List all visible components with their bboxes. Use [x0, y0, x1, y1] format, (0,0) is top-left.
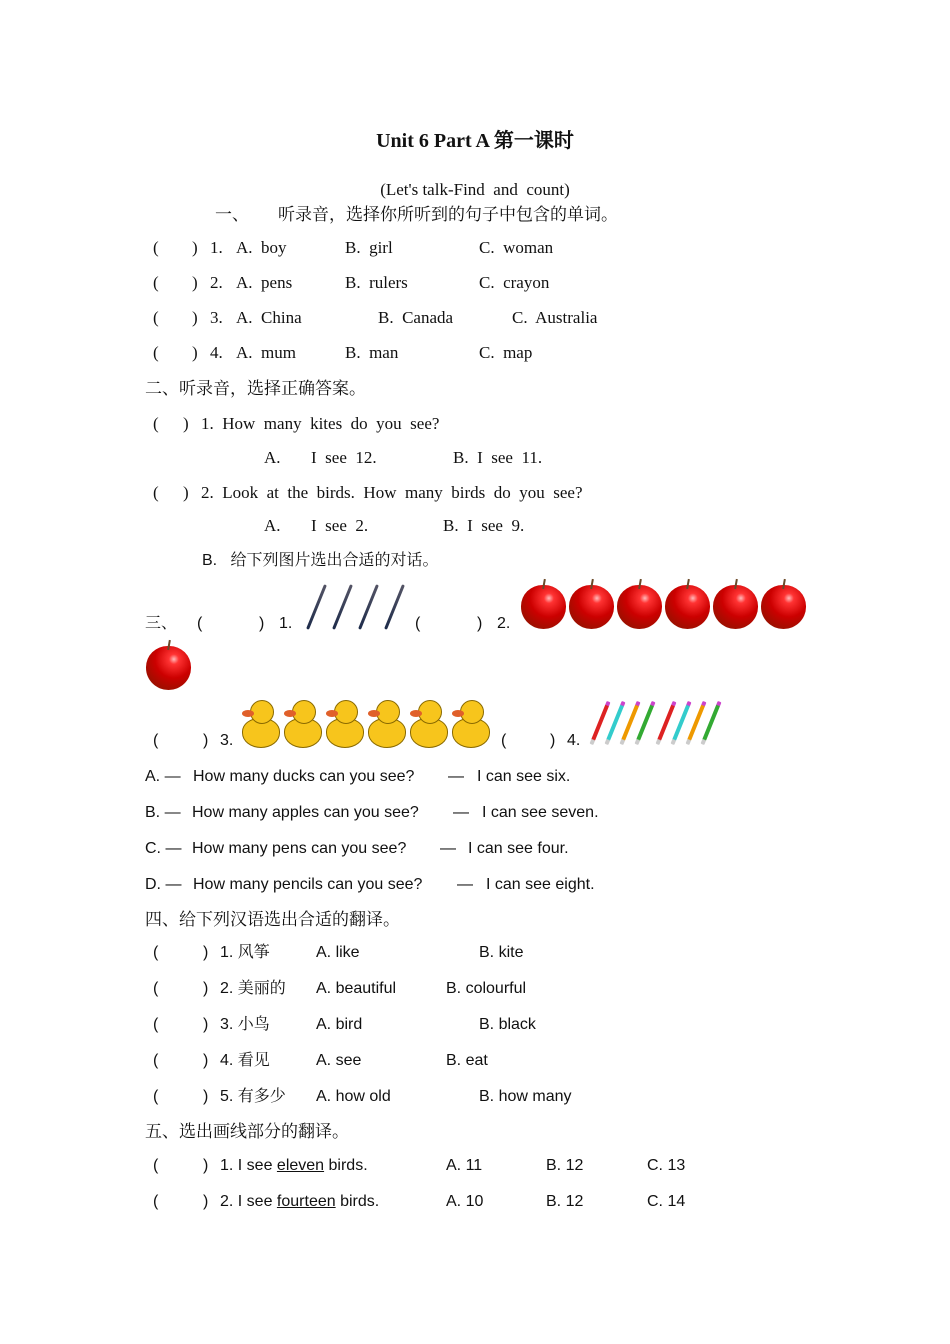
dialog-question: How many pencils can you see?: [193, 876, 423, 893]
answer-blank-open[interactable]: (: [153, 980, 159, 997]
dialog-answer: I can see four.: [468, 840, 569, 857]
answer-blank-close: ): [203, 732, 209, 749]
option-b: B. I see 9.: [443, 516, 525, 535]
answer-blank-close: ): [203, 980, 209, 997]
section4-heading: 四、给下列汉语选出合适的翻译。: [145, 910, 400, 929]
option-c: C. 13: [647, 1157, 686, 1174]
answer-blank-open[interactable]: (: [415, 615, 421, 632]
answer-blank-open[interactable]: (: [153, 1157, 159, 1174]
question-word: 5. 有多少: [220, 1088, 286, 1105]
answer-blank-open[interactable]: (: [153, 944, 159, 961]
option-c: C. woman: [479, 238, 554, 257]
dialog-dash: —: [448, 768, 464, 785]
option-a-label: A.: [264, 448, 281, 467]
answer-blank-close: ): [192, 343, 198, 362]
pen-image: [358, 584, 379, 630]
option-a: A. how old: [316, 1088, 391, 1105]
option-a: I see 12.: [311, 448, 377, 467]
option-b: B. 12: [546, 1193, 584, 1210]
pen-image: [332, 584, 353, 630]
sentence: [220, 1191, 379, 1213]
dialog-question: How many pens can you see?: [192, 840, 407, 857]
question-text: 2. Look at the birds. How many birds do you see?: [201, 483, 583, 502]
answer-blank-open[interactable]: (: [153, 1052, 159, 1069]
answer-blank-close: ): [203, 1193, 209, 1210]
dialog-label: D. —: [145, 876, 182, 893]
apple-image: [521, 585, 566, 629]
option-b: B. how many: [479, 1088, 572, 1105]
option-a: A. beautiful: [316, 980, 397, 997]
question-word: 1. 风筝: [220, 944, 270, 961]
option-b: B. eat: [446, 1052, 488, 1069]
option-a: A. see: [316, 1052, 362, 1069]
section5-heading: 五、选出画线部分的翻译。: [145, 1122, 349, 1141]
underlined-word: eleven: [276, 1157, 325, 1174]
option-b: B. I see 11.: [453, 448, 543, 467]
picture-item-number: 4.: [567, 732, 581, 749]
answer-blank-close: ): [192, 308, 198, 327]
duck-image: [240, 700, 280, 748]
dialog-question: How many ducks can you see?: [193, 768, 415, 785]
pen-image: [384, 584, 405, 630]
answer-blank-close: ): [192, 273, 198, 292]
question-word: 3. 小鸟: [220, 1016, 270, 1033]
page-title: Unit 6 Part A 第一课时: [376, 130, 574, 152]
answer-blank-open[interactable]: (: [153, 1088, 159, 1105]
apple-image: [569, 585, 614, 629]
option-b: B. kite: [479, 944, 524, 961]
sentence: [220, 1155, 368, 1177]
answer-blank-open[interactable]: (: [501, 732, 507, 749]
dialog-label: C. —: [145, 840, 182, 857]
apple-image: [665, 585, 710, 629]
option-a: A. boy: [236, 238, 287, 257]
section1-heading: 听录音，选择你所听到的句子中包含的单词。: [278, 205, 618, 224]
answer-blank-open[interactable]: (: [153, 732, 159, 749]
answer-blank-close: ): [203, 1088, 209, 1105]
duck-image: [450, 700, 490, 748]
picture-item-number: 3.: [220, 732, 234, 749]
picture-item-number: 2.: [497, 615, 511, 632]
pen-image: [306, 584, 327, 630]
sentence-post: birds.: [335, 1193, 380, 1210]
apple-image: [617, 585, 662, 629]
option-c: C. map: [479, 343, 533, 362]
answer-blank-open[interactable]: (: [197, 615, 203, 632]
answer-blank-open[interactable]: (: [153, 1193, 159, 1210]
option-a: A. 11: [446, 1157, 483, 1174]
duck-image: [366, 700, 406, 748]
option-a: I see 2.: [311, 516, 369, 535]
picture-item-number: 1.: [279, 615, 293, 632]
answer-blank-close: ): [192, 238, 198, 257]
dialog-answer: I can see six.: [477, 768, 571, 785]
option-b: B. black: [479, 1016, 536, 1033]
option-b: B. Canada: [378, 308, 454, 327]
duck-image: [408, 700, 448, 748]
dialog-dash: —: [457, 876, 473, 893]
answer-blank-open[interactable]: (: [153, 1016, 159, 1033]
question-number: 2.: [210, 273, 223, 292]
duck-image: [282, 700, 322, 748]
answer-blank-close: ): [203, 1052, 209, 1069]
apple-image: [713, 585, 758, 629]
option-b: B. girl: [345, 238, 393, 257]
option-a: A. mum: [236, 343, 296, 362]
section3-instruction: B. 给下列图片选出合适的对话。: [202, 552, 439, 569]
option-c: C. Australia: [512, 308, 598, 327]
answer-blank-close: ): [259, 615, 265, 632]
answer-blank-close: ): [203, 1016, 209, 1033]
sentence-pre: 2. I see: [220, 1193, 277, 1210]
answer-blank-close: ): [477, 615, 483, 632]
answer-blank-close: ): [203, 1157, 209, 1174]
option-b: B. colourful: [446, 980, 527, 997]
sentence-pre: 1. I see: [220, 1157, 277, 1174]
option-a: A. 10: [446, 1193, 484, 1210]
section3-number: 三、: [145, 615, 178, 632]
option-c: C. crayon: [479, 273, 550, 292]
apple-image: [761, 585, 806, 629]
answer-blank-open[interactable]: (: [153, 308, 159, 327]
question-word: 4. 看见: [220, 1052, 270, 1069]
question-text: 1. How many kites do you see?: [201, 414, 440, 433]
option-b: B. 12: [546, 1157, 584, 1174]
duck-image: [324, 700, 364, 748]
option-a: A. like: [316, 944, 360, 961]
answer-blank-close: ): [183, 483, 189, 502]
subtitle: (Let's talk-Find and count): [380, 180, 570, 199]
answer-blank-open[interactable]: (: [153, 414, 159, 433]
section2-heading: 二、听录音，选择正确答案。: [145, 379, 366, 398]
dialog-answer: I can see eight.: [486, 876, 595, 893]
dialog-label: B. —: [145, 804, 181, 821]
option-c: C. 14: [647, 1193, 686, 1210]
answer-blank-close: ): [203, 944, 209, 961]
question-number: 3.: [210, 308, 223, 327]
answer-blank-close: ): [183, 414, 189, 433]
question-number: 1.: [210, 238, 223, 257]
section1-number: 一、: [215, 205, 249, 224]
option-a-label: A.: [264, 516, 281, 535]
answer-blank-open[interactable]: (: [153, 343, 159, 362]
underlined-word: fourteen: [276, 1193, 336, 1210]
answer-blank-open[interactable]: (: [153, 238, 159, 257]
answer-blank-open[interactable]: (: [153, 273, 159, 292]
option-b: B. rulers: [345, 273, 408, 292]
dialog-answer: I can see seven.: [482, 804, 599, 821]
option-a: A. pens: [236, 273, 293, 292]
dialog-label: A. —: [145, 768, 181, 785]
question-word: 2. 美丽的: [220, 980, 286, 997]
sentence-post: birds.: [324, 1157, 368, 1174]
answer-blank-close: ): [550, 732, 556, 749]
apple-image: [146, 646, 191, 690]
option-a: A. China: [236, 308, 302, 327]
dialog-question: How many apples can you see?: [192, 804, 419, 821]
answer-blank-open[interactable]: (: [153, 483, 159, 502]
dialog-dash: —: [453, 804, 469, 821]
question-number: 4.: [210, 343, 223, 362]
option-a: A. bird: [316, 1016, 363, 1033]
dialog-dash: —: [440, 840, 456, 857]
option-b: B. man: [345, 343, 399, 362]
